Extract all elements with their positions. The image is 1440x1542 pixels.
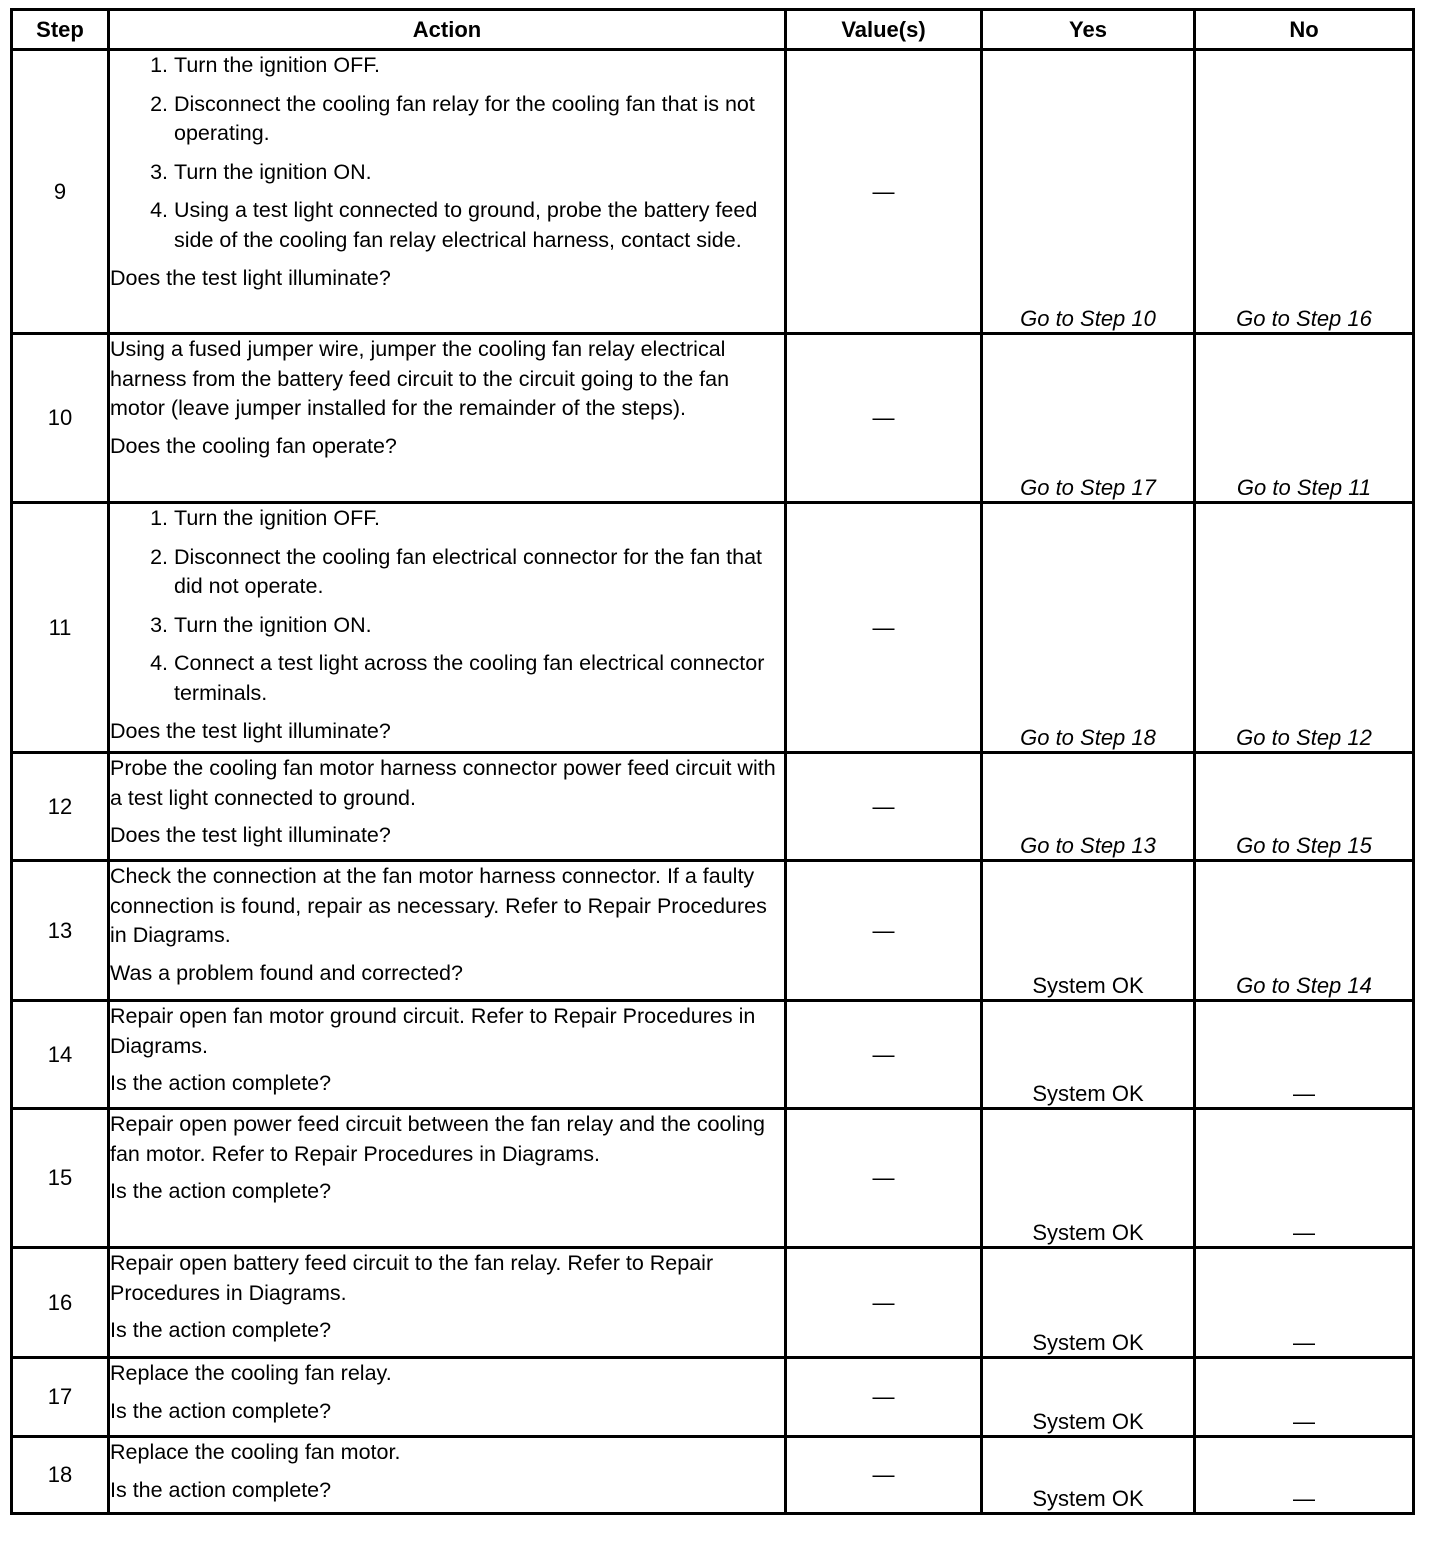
action-text: Replace the cooling fan motor. [110, 1440, 401, 1464]
action-cell [109, 503, 786, 753]
yes-cell: System OK [982, 1001, 1195, 1109]
action-question: Is the action complete? [110, 1179, 332, 1203]
value-cell: — [786, 1437, 982, 1514]
step-number: 9 [12, 50, 109, 334]
yes-cell: Go to Step 13 [982, 753, 1195, 861]
table-row [12, 1358, 1414, 1437]
step-number: 15 [12, 1109, 109, 1248]
action-cell [109, 50, 786, 334]
yes-cell: Go to Step 10 [982, 50, 1195, 334]
action-text: Repair open fan motor ground circuit. Refer to Repair Procedures in Diagrams. [110, 1004, 756, 1058]
header-yes: Yes [982, 10, 1195, 50]
action-text: Using a fused jumper wire, jumper the cooling fan relay electrical harness from the battery feed circuit to the circuit going to the fan motor (leave jumper installed for the remainder of the steps). [110, 337, 730, 420]
yes-cell: System OK [982, 1248, 1195, 1358]
step-number: 16 [12, 1248, 109, 1358]
action-steps-list [110, 51, 784, 255]
value-cell: — [786, 1109, 982, 1248]
action-question: Does the cooling fan operate? [110, 433, 397, 458]
action-cell [109, 1109, 786, 1248]
action-question: Is the action complete? [110, 1477, 332, 1502]
value-cell: — [786, 753, 982, 861]
action-question: Is the action complete? [110, 1398, 332, 1423]
action-cell [109, 753, 786, 861]
action-cell [109, 1001, 786, 1109]
no-cell: — [1195, 1437, 1414, 1514]
list-item: 2. Disconnect the cooling fan electrical connector for the fan that did not operate. [174, 543, 784, 602]
no-cell: — [1195, 1358, 1414, 1437]
list-item: 3. Turn the ignition ON. [174, 611, 784, 641]
table-row [12, 1109, 1414, 1248]
value-cell: — [786, 1001, 982, 1109]
no-cell: — [1195, 1109, 1414, 1248]
table-row [12, 334, 1414, 503]
list-item: 4. Using a test light connected to ground, probe the battery feed side of the cooling fan relay electrical harness, contact side. [174, 196, 784, 255]
list-item: 3. Turn the ignition ON. [174, 158, 784, 188]
action-cell [109, 861, 786, 1001]
action-text: Check the connection at the fan motor harness connector. If a faulty connection is found, repair as necessary. Refer to Repair Procedures in Diagrams. [110, 864, 767, 947]
yes-cell: System OK [982, 1437, 1195, 1514]
table-row [12, 503, 1414, 753]
step-number: 18 [12, 1437, 109, 1514]
step-number: 11 [12, 503, 109, 753]
table-row [12, 50, 1414, 334]
yes-cell: System OK [982, 861, 1195, 1001]
list-item: 1. Turn the ignition OFF. [174, 51, 784, 81]
yes-cell: System OK [982, 1358, 1195, 1437]
action-question: Does the test light illuminate? [110, 823, 391, 847]
action-question: Was a problem found and corrected? [110, 960, 463, 985]
action-cell [109, 1358, 786, 1437]
step-number: 10 [12, 334, 109, 503]
action-text: Repair open battery feed circuit to the fan relay. Refer to Repair Procedures in Diagrams. [110, 1251, 714, 1305]
no-cell: Go to Step 16 [1195, 50, 1414, 334]
action-text: Replace the cooling fan relay. [110, 1361, 392, 1385]
step-number: 13 [12, 861, 109, 1001]
no-cell: Go to Step 14 [1195, 861, 1414, 1001]
table-row [12, 1248, 1414, 1358]
value-cell: — [786, 1248, 982, 1358]
no-cell: Go to Step 12 [1195, 503, 1414, 753]
action-text: Probe the cooling fan motor harness connector power feed circuit with a test light connected to ground. [110, 756, 776, 810]
yes-cell: Go to Step 18 [982, 503, 1195, 753]
value-cell: — [786, 861, 982, 1001]
step-number: 17 [12, 1358, 109, 1437]
header-no: No [1195, 10, 1414, 50]
action-cell [109, 1248, 786, 1358]
action-question: Is the action complete? [110, 1318, 332, 1342]
action-text: Repair open power feed circuit between the fan relay and the cooling fan motor. Refer to Repair Procedures in Diagrams. [110, 1112, 765, 1166]
value-cell: — [786, 50, 982, 334]
value-cell: — [786, 503, 982, 753]
action-cell [109, 334, 786, 503]
action-steps-list [110, 504, 784, 708]
table-row [12, 1437, 1414, 1514]
header-row [12, 10, 1414, 50]
action-question: Does the test light illuminate? [110, 266, 391, 290]
header-action: Action [109, 10, 786, 50]
no-cell: Go to Step 11 [1195, 334, 1414, 503]
header-values: Value(s) [786, 10, 982, 50]
action-cell [109, 1437, 786, 1514]
no-cell: Go to Step 15 [1195, 753, 1414, 861]
action-question: Does the test light illuminate? [110, 719, 391, 743]
list-item: 1. Turn the ignition OFF. [174, 504, 784, 534]
yes-cell: Go to Step 17 [982, 334, 1195, 503]
yes-cell: System OK [982, 1109, 1195, 1248]
value-cell: — [786, 1358, 982, 1437]
value-cell: — [786, 334, 982, 503]
no-cell: — [1195, 1001, 1414, 1109]
header-step: Step [12, 10, 109, 50]
no-cell: — [1195, 1248, 1414, 1358]
list-item: 2. Disconnect the cooling fan relay for the cooling fan that is not operating. [174, 90, 784, 149]
list-item: 4. Connect a test light across the cooling fan electrical connector terminals. [174, 649, 784, 708]
action-question: Is the action complete? [110, 1071, 332, 1095]
step-number: 14 [12, 1001, 109, 1109]
table-row [12, 1001, 1414, 1109]
table-row [12, 861, 1414, 1001]
diagnostic-table [10, 8, 1415, 1515]
step-number: 12 [12, 753, 109, 861]
table-row [12, 753, 1414, 861]
